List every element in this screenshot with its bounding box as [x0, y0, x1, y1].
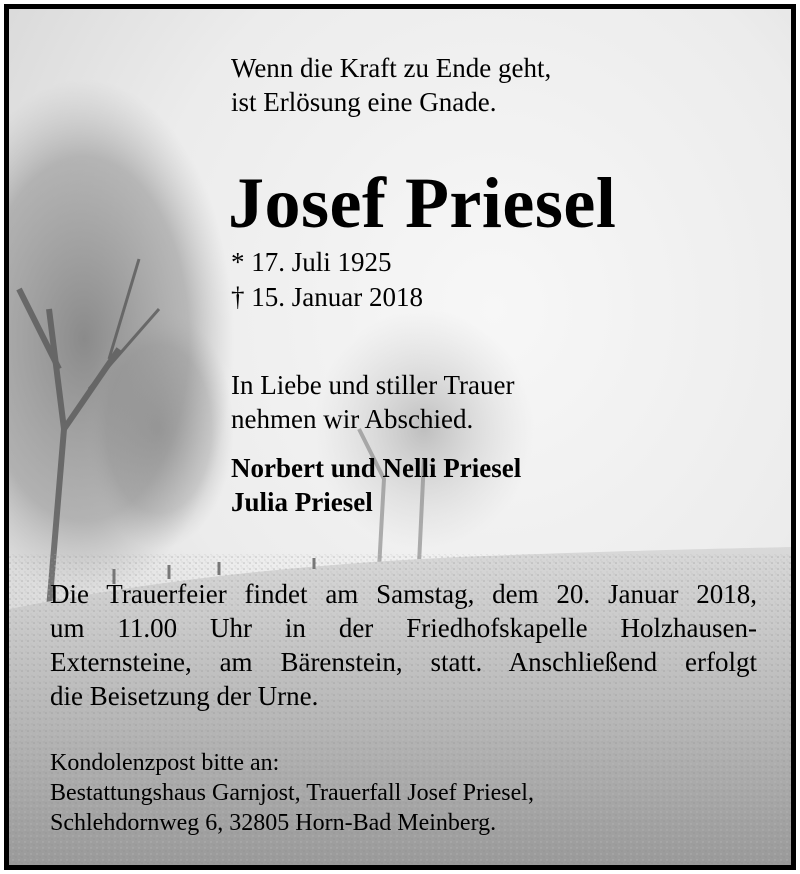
- mourning-line: nehmen wir Abschied.: [231, 404, 474, 434]
- condolence-address: [50, 748, 534, 838]
- deceased-name: Josef Priesel: [228, 163, 617, 243]
- death-date: † 15. Januar 2018: [231, 282, 423, 312]
- service-line: um 11.00 Uhr in der Friedhofskapelle Holzhausen-: [50, 613, 757, 643]
- family-names: [231, 451, 521, 519]
- notice-content: [9, 9, 791, 865]
- service-line: Externsteine, am Bärenstein, statt. Anschließend erfolgt: [50, 647, 757, 677]
- motto: [231, 51, 551, 119]
- mourning-line: In Liebe und stiller Trauer: [231, 370, 515, 400]
- life-dates: [231, 245, 423, 315]
- funeral-service-info: [50, 577, 757, 713]
- birth-date: * 17. Juli 1925: [231, 247, 392, 277]
- service-line: Die Trauerfeier findet am Samstag, dem 20. Januar 2018,: [50, 579, 757, 609]
- motto-line: Wenn die Kraft zu Ende geht,: [231, 53, 552, 83]
- mourning-statement: [231, 368, 514, 436]
- obituary-notice: [4, 4, 796, 870]
- family-member: Norbert und Nelli Priesel: [231, 453, 522, 483]
- condolence-line: Kondolenzpost bitte an:: [50, 750, 280, 776]
- condolence-line: Bestattungshaus Garnjost, Trauerfall Josef Priesel,: [50, 780, 534, 806]
- family-member: Julia Priesel: [231, 487, 373, 517]
- motto-line: ist Erlösung eine Gnade.: [231, 87, 497, 117]
- condolence-line: Schlehdornweg 6, 32805 Horn-Bad Meinberg.: [50, 810, 497, 836]
- service-line: die Beisetzung der Urne.: [50, 681, 319, 711]
